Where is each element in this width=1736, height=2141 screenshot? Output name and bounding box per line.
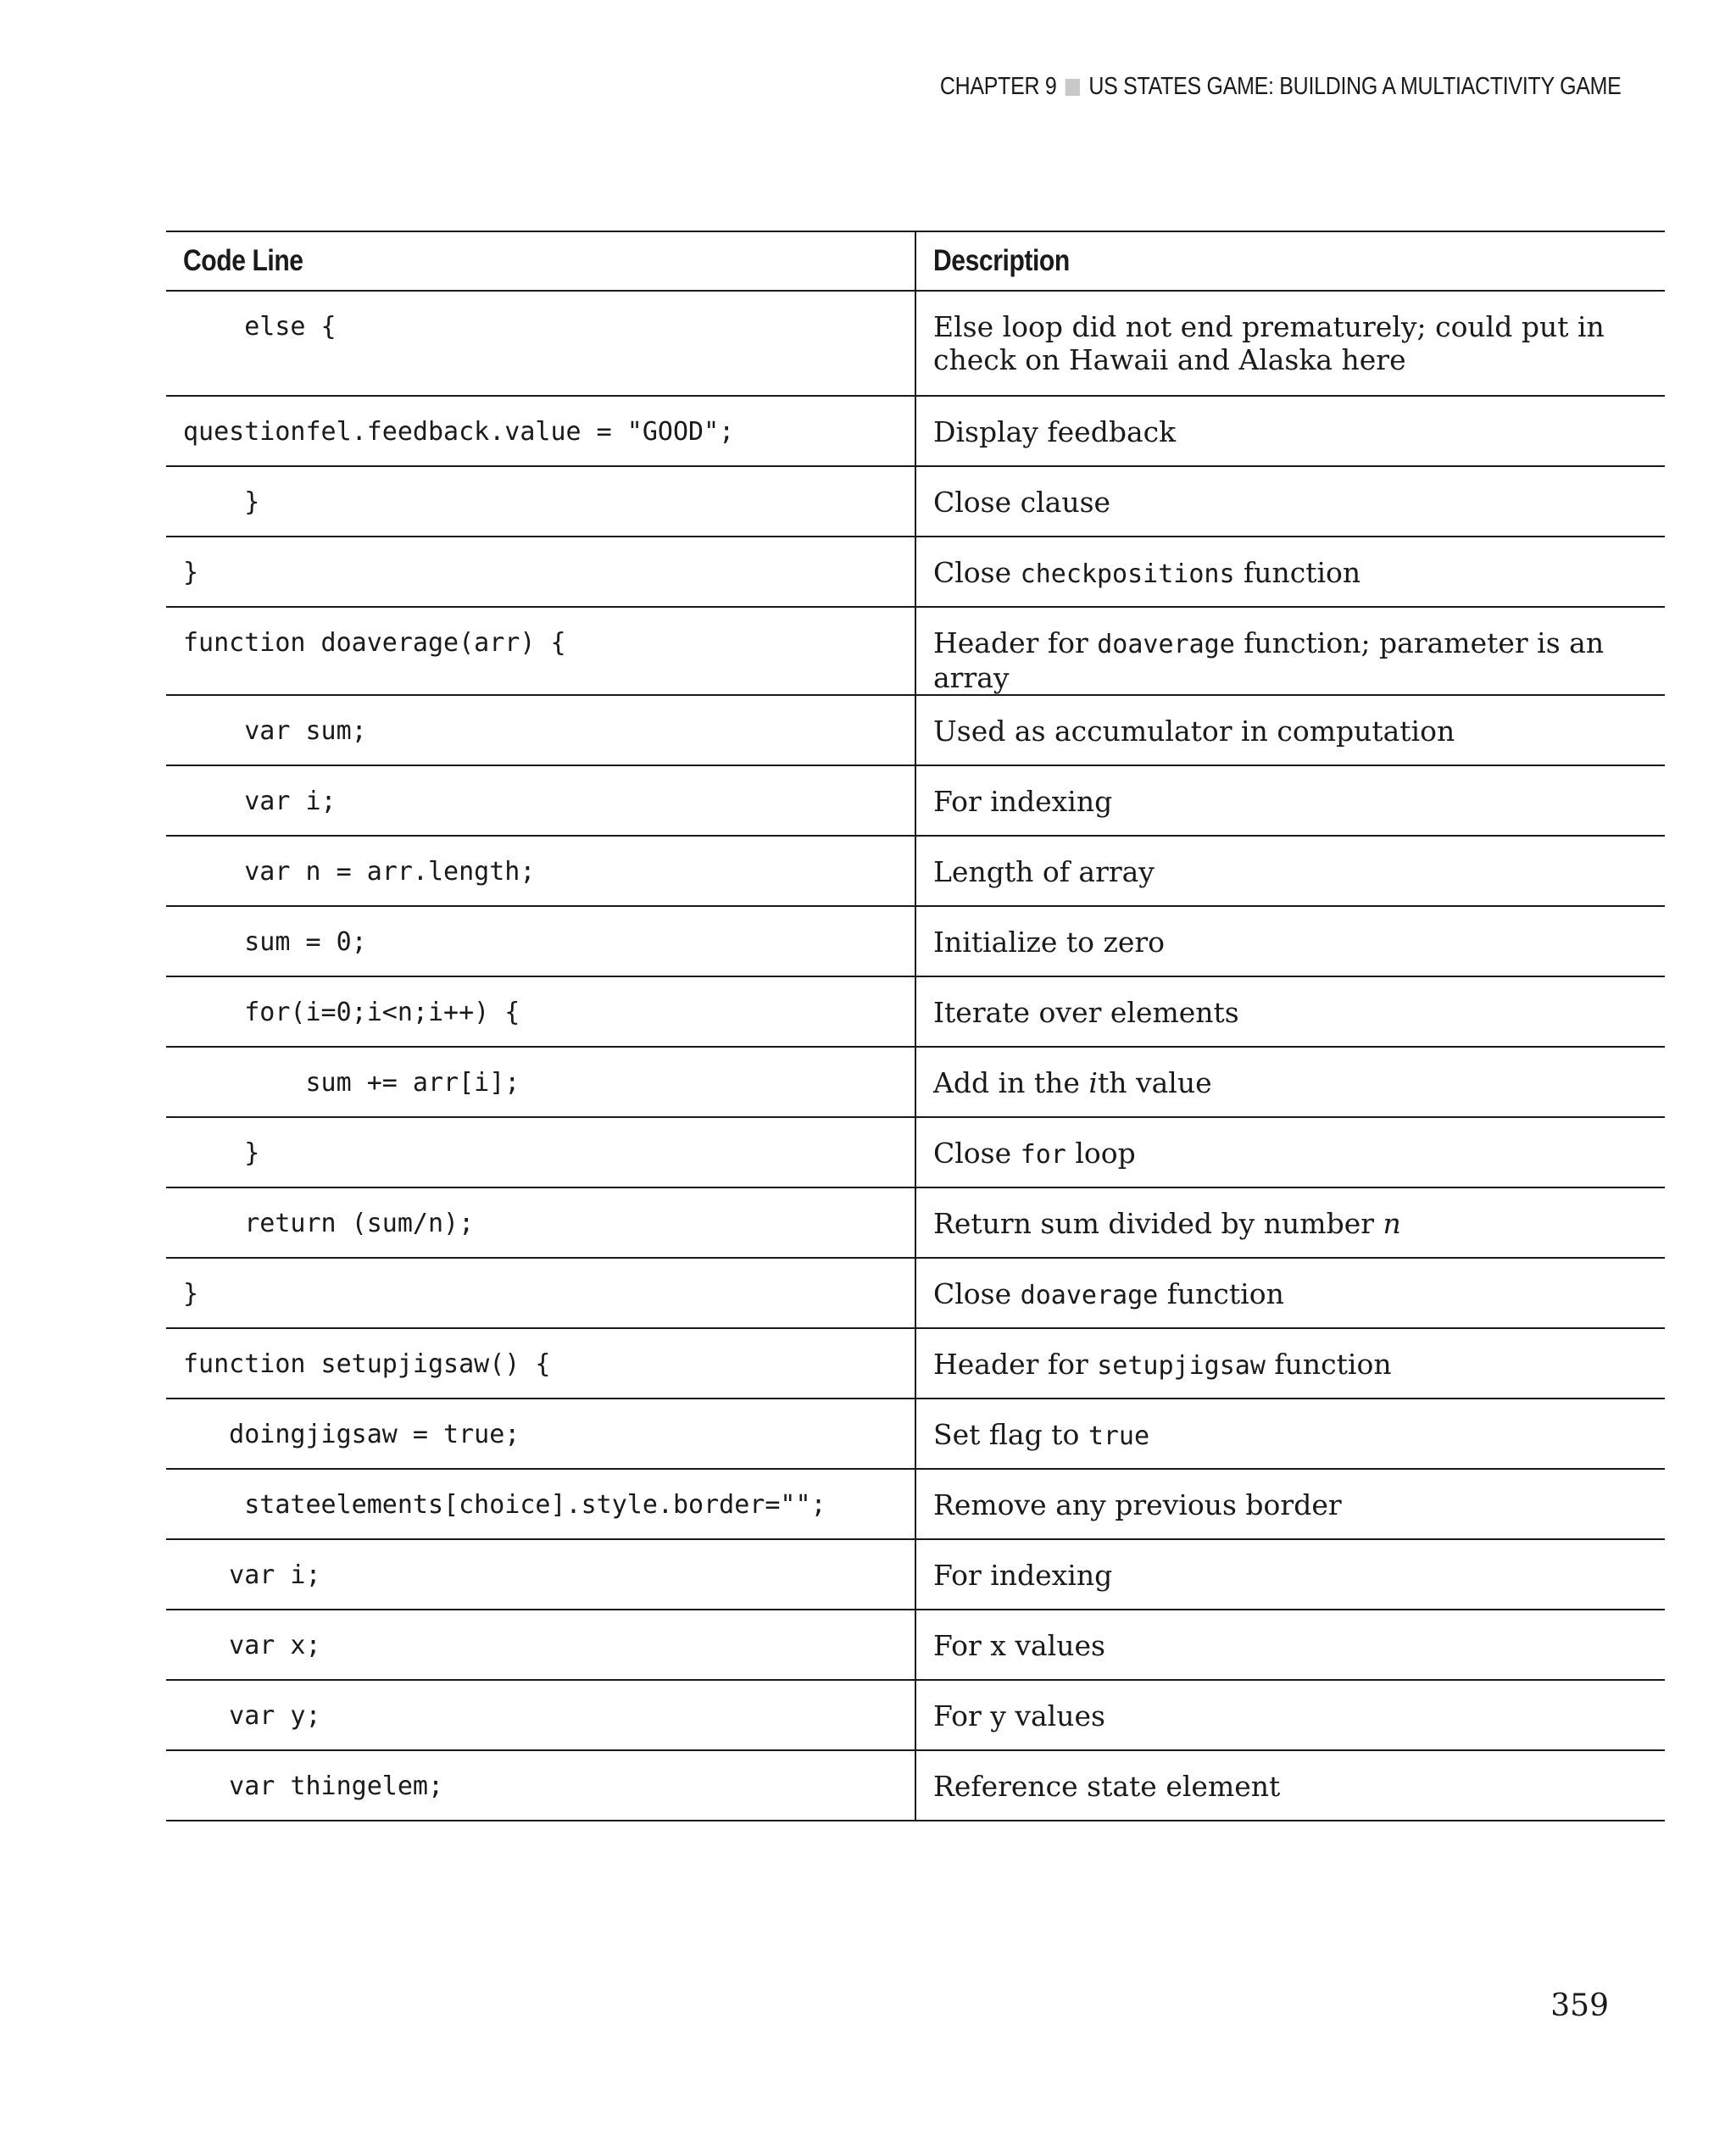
description-text: Return sum divided by number	[933, 1207, 1383, 1240]
column-header-code: Code Line	[183, 244, 303, 277]
description-text: function; parameter is an array	[933, 626, 1605, 694]
code-line-cell: var n = arr.length;	[183, 857, 536, 887]
description-text: Used as accumulator in computation	[933, 715, 1455, 748]
description-cell	[915, 607, 1665, 695]
description-text: For x values	[933, 1629, 1105, 1662]
description-cell	[915, 765, 1665, 836]
table-row	[166, 695, 1665, 765]
code-line-cell: questionfel.feedback.value = "GOOD";	[183, 417, 735, 447]
description-text: For y values	[933, 1699, 1105, 1732]
description-text: Header for	[933, 626, 1098, 659]
description-text: Close clause	[933, 486, 1111, 519]
description-cell	[915, 976, 1665, 1047]
description-text: function	[1265, 1348, 1392, 1381]
italic-text: n	[1383, 1207, 1401, 1240]
table-row	[166, 836, 1665, 906]
table-row	[166, 1117, 1665, 1187]
description-text: For indexing	[933, 785, 1113, 818]
description-cell	[915, 1117, 1665, 1187]
description-cell	[915, 1328, 1665, 1399]
description-text: Close	[933, 1137, 1021, 1170]
table-row	[166, 1399, 1665, 1469]
code-line-cell: var sum;	[183, 716, 367, 746]
table-header-row	[166, 231, 1665, 291]
code-line-cell: var y;	[183, 1701, 321, 1731]
description-text: Iterate over elements	[933, 996, 1239, 1029]
code-line-cell: function setupjigsaw() {	[183, 1349, 551, 1379]
table-row	[166, 976, 1665, 1047]
table-row	[166, 765, 1665, 836]
table-row	[166, 1469, 1665, 1539]
code-line-cell: stateelements[choice].style.border="";	[183, 1490, 826, 1520]
table-row	[166, 1187, 1665, 1258]
description-text: Initialize to zero	[933, 926, 1166, 959]
code-line-cell: return (sum/n);	[183, 1209, 475, 1238]
description-cell	[915, 1399, 1665, 1469]
table-row	[166, 906, 1665, 976]
description-cell	[915, 836, 1665, 906]
chapter-title: US STATES GAME: BUILDING A MULTIACTIVITY GAME	[1088, 73, 1621, 100]
table-row	[166, 1047, 1665, 1117]
description-text: function	[1234, 556, 1361, 589]
description-cell	[915, 396, 1665, 466]
description-text: function	[1158, 1277, 1284, 1310]
page-number: 359	[1550, 1988, 1609, 2023]
table-row	[166, 537, 1665, 607]
code-line-cell: doingjigsaw = true;	[183, 1420, 520, 1449]
running-head	[939, 73, 1621, 101]
description-cell	[915, 695, 1665, 765]
description-text: Close	[933, 556, 1021, 589]
description-text: Display feedback	[933, 415, 1177, 448]
inline-code: checkpositions	[1020, 559, 1235, 589]
description-cell	[915, 1187, 1665, 1258]
inline-code: setupjigsaw	[1097, 1351, 1266, 1381]
description-text: Else loop did not end prematurely; could put in check on Hawaii and Alaska here	[933, 310, 1605, 376]
inline-code: true	[1088, 1421, 1150, 1451]
description-cell	[915, 1610, 1665, 1680]
table-row	[166, 607, 1665, 695]
code-line-cell: }	[183, 558, 199, 587]
code-line-cell: for(i=0;i<n;i++) {	[183, 998, 520, 1027]
code-line-cell: }	[183, 1138, 260, 1168]
description-cell	[915, 291, 1665, 396]
code-line-cell: }	[183, 487, 260, 517]
table-row	[166, 1750, 1665, 1821]
description-cell	[915, 1680, 1665, 1750]
description-cell	[915, 1750, 1665, 1821]
table-row	[166, 1680, 1665, 1750]
description-text: th value	[1097, 1066, 1212, 1099]
inline-code: for	[1020, 1140, 1066, 1170]
description-cell	[915, 1047, 1665, 1117]
description-text: Header for	[933, 1348, 1098, 1381]
description-text: Add in the	[933, 1066, 1089, 1099]
table-row	[166, 396, 1665, 466]
table-body	[166, 291, 1665, 1821]
description-text: Reference state element	[933, 1770, 1281, 1803]
description-cell	[915, 906, 1665, 976]
code-description-table	[166, 231, 1665, 1821]
table-row	[166, 291, 1665, 396]
code-line-cell: function doaverage(arr) {	[183, 628, 566, 658]
code-line-cell: var thingelem;	[183, 1771, 444, 1801]
code-line-cell: else {	[183, 312, 337, 342]
code-line-cell: }	[183, 1279, 199, 1309]
code-line-cell: sum += arr[i];	[183, 1068, 520, 1098]
inline-code: doaverage	[1097, 630, 1235, 659]
description-text: loop	[1066, 1137, 1136, 1170]
description-cell	[915, 1539, 1665, 1610]
description-cell	[915, 466, 1665, 537]
code-line-cell: var x;	[183, 1631, 321, 1660]
description-text: For indexing	[933, 1559, 1113, 1592]
description-cell	[915, 537, 1665, 607]
code-line-cell: var i;	[183, 1560, 321, 1590]
code-line-cell: sum = 0;	[183, 927, 367, 957]
code-line-cell: var i;	[183, 787, 337, 816]
table-row	[166, 1610, 1665, 1680]
description-text: Remove any previous border	[933, 1488, 1342, 1521]
separator-square-icon	[1065, 79, 1079, 96]
chapter-label: CHAPTER 9	[939, 73, 1056, 100]
table-row	[166, 466, 1665, 537]
description-cell	[915, 1469, 1665, 1539]
description-cell	[915, 1258, 1665, 1328]
table-row	[166, 1328, 1665, 1399]
description-text: Set flag to	[933, 1418, 1088, 1451]
column-header-description: Description	[915, 231, 1665, 291]
description-text: Close	[933, 1277, 1021, 1310]
description-text: Length of array	[933, 855, 1155, 888]
italic-text: i	[1088, 1066, 1098, 1099]
table-row	[166, 1258, 1665, 1328]
table-row	[166, 1539, 1665, 1610]
inline-code: doaverage	[1020, 1281, 1159, 1310]
